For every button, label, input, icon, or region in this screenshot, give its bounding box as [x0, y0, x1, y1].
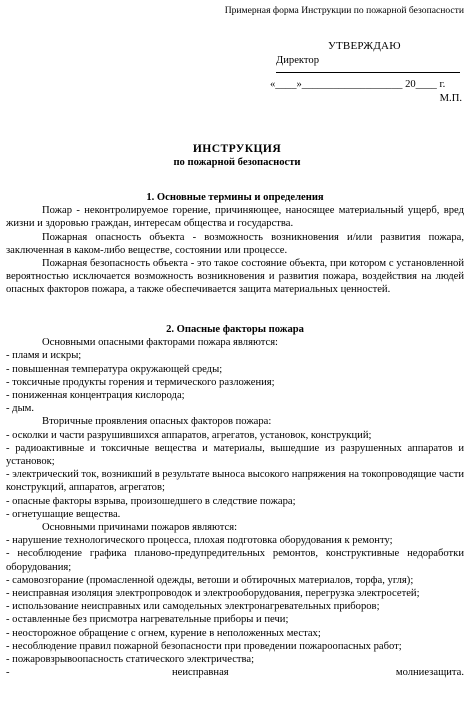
paragraph: Пожарная опасность объекта - возможность возникновения и/или развития пожара, заключенная в каком-либо веществе, состоянии или процессе. — [6, 231, 464, 256]
approval-word: УТВЕРЖДАЮ — [328, 40, 401, 52]
list-item: - оставленные без присмотра нагревательные приборы и печи; — [6, 614, 289, 626]
signature-line — [276, 72, 460, 73]
section-1 — [6, 191, 464, 297]
list-item: - радиоактивные и токсичные вещества и материалы, вышедшие из разрушенных аппаратов и установок; — [6, 442, 464, 468]
list-item: - осколки и части разрушившихся аппаратов, агрегатов, установок, конструкций; — [6, 429, 372, 441]
list-item: - огнетушащие вещества. — [6, 508, 121, 520]
list-item: - нарушение технологического процесса, плохая подготовка оборудования к ремонту; — [6, 535, 393, 547]
list-item: - неосторожное обращение с огнем, курение в неположенных местах; — [6, 627, 321, 639]
section-2 — [6, 323, 464, 679]
header-note: Примерная форма Инструкции по пожарной безопасности — [224, 5, 464, 16]
list-item-last — [6, 666, 464, 679]
list-dash: - — [6, 667, 10, 679]
section-2-heading: 2. Опасные факторы пожара — [166, 324, 304, 335]
document-subtitle: по пожарной безопасности — [173, 157, 301, 168]
list-item: - повышенная температура окружающей среды; — [6, 363, 223, 375]
list-item: - пламя и искры; — [6, 350, 82, 362]
paragraph: Пожарная безопасность объекта - это такое состояние объекта, при котором с установленной вероятностью исключается возможность возникновения и развития пожара, воздействия на людей опасных факторов пожара, а также обеспечивается защита материальных ценностей. — [6, 258, 464, 296]
list-word: молниезащита. — [395, 667, 464, 679]
list-item: - дым. — [6, 403, 35, 415]
section-1-heading: 1. Основные термины и определения — [146, 192, 324, 203]
list-item: - пожаровзрывоопасность статического электричества; — [6, 654, 255, 666]
approval-position: Директор — [276, 55, 319, 66]
list-intro: Основными причинами пожаров являются: — [42, 522, 238, 534]
list-item: - использование неисправных или самодельных электронагревательных приборов; — [6, 601, 380, 613]
list-item: - самовозгорание (промасленной одежды, ветоши и обтирочных материалов, торфа, угля); — [6, 574, 414, 586]
paragraph: Пожар - неконтролируемое горение, причиняющее, наносящее материальный ущерб, вред жизни и здоровью граждан, интересам общества и государства. — [6, 205, 464, 230]
approval-date-line: «____»___________________ 20____ г. — [270, 79, 446, 90]
list-item: - пониженная концентрация кислорода; — [6, 390, 185, 402]
list-item: - опасные факторы взрыва, произошедшего в следствие пожара; — [6, 495, 296, 507]
list-intro: Вторичные проявления опасных факторов пожара: — [42, 416, 272, 428]
document-title: ИНСТРУКЦИЯ — [192, 142, 282, 155]
list-intro: Основными опасными факторами пожара являются: — [42, 337, 279, 349]
list-item: - неисправная изоляция электропроводок и электрооборудования, перегрузка электросетей; — [6, 588, 420, 600]
list-item: - несоблюдение графика планово-предупредительных ремонтов, конструктивные недоработки оборудования; — [6, 548, 464, 573]
list-item: - токсичные продукты горения и термического разложения; — [6, 376, 275, 388]
stamp-place: М.П. — [439, 93, 462, 104]
list-item: - несоблюдение правил пожарной безопасности при проведении пожароопасных работ; — [6, 640, 402, 652]
list-word: неисправная — [172, 667, 229, 679]
list-item: - электрический ток, возникший в результате выноса высокого напряжения на токопроводящие части конструкций, аппаратов, агрегатов; — [6, 469, 464, 494]
